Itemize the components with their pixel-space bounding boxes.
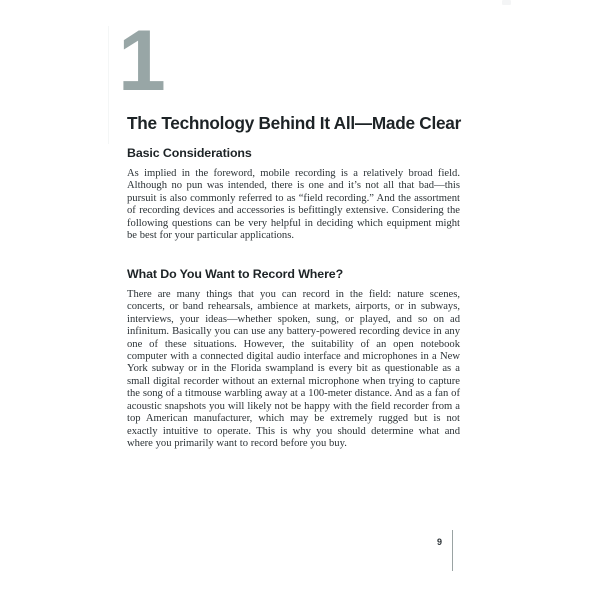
section-heading-what-do-you-want-to-record-where: What Do You Want to Record Where? bbox=[127, 266, 344, 281]
paragraph-what-do-you-want-to-record-where: There are many things that you can record in the field: nature scenes, concerts, or band rehearsals, ambience at markets, airports, or in subways, interviews, your ideas—whether spoken, sung, or played, and so on ad infinitum. Basically you can use any battery-powered recording device in any one of these situations. However, the suitability of an open notebook computer with a connected digital audio interface and microphones in a New York subway or in the Florida swampland is every bit as questionable as a small digital recorder without an external microphone when trying to capture the song of a titmouse warbling away at a 100-meter distance. And as a fan of acoustic snapshots you will likely not be happy with the field recorder from a top American manufacturer, which may be extremely rugged but is not exactly intuitive to operate. This is why you should determine what and where you primarily want to record before you buy. bbox=[127, 288, 460, 450]
gutter-rule bbox=[108, 26, 109, 144]
page-title: The Technology Behind It All—Made Clear bbox=[127, 113, 462, 133]
folio-rule bbox=[452, 530, 453, 571]
text-column bbox=[127, 113, 460, 451]
page-number: 9 bbox=[437, 537, 443, 547]
chapter-number: 1 bbox=[118, 13, 164, 109]
scan-artifact-speck bbox=[502, 0, 511, 5]
paragraph-basic-considerations: As implied in the foreword, mobile recording is a relatively broad field. Although no pun was intended, there is one and it’s not all that bad—this pursuit is also commonly referred to as “field recording.” And the assortment of recording devices and accessories is befittingly extensive. Considering the following questions can be very helpful in deciding which equipment might be best for your particular applications. bbox=[127, 168, 460, 242]
section-heading-basic-considerations: Basic Considerations bbox=[127, 146, 252, 160]
